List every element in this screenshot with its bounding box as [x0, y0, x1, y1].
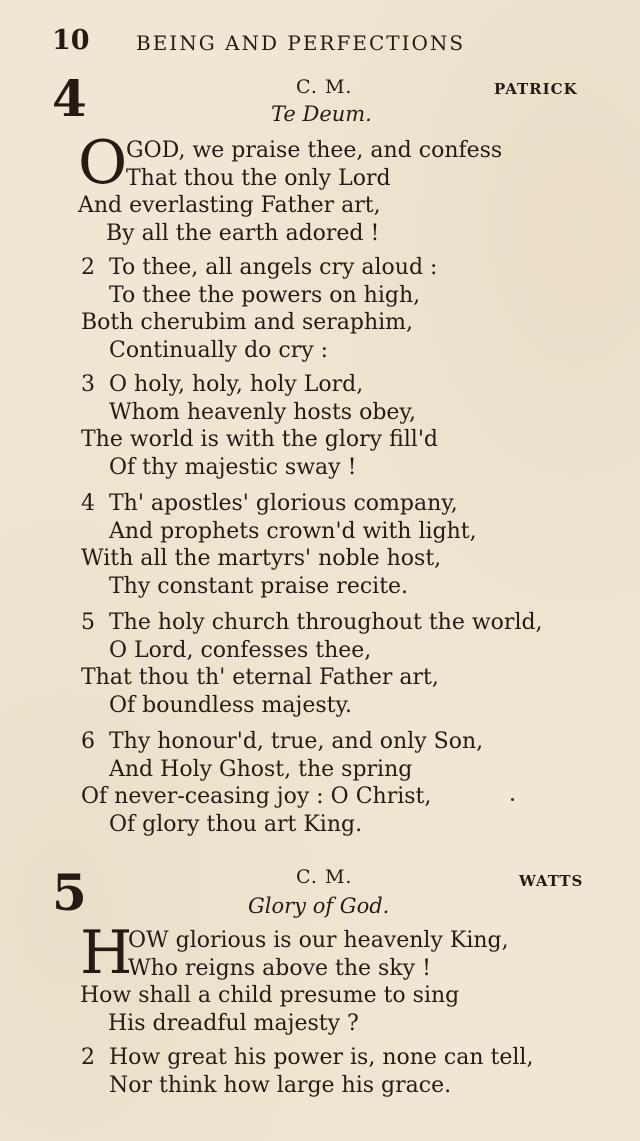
stanza-line: Who reigns above the sky ! [128, 955, 431, 981]
stanza-line: O Lord, confesses thee, [109, 637, 372, 663]
stanza-line: Both cherubim and seraphim, [81, 310, 414, 335]
ink-speck [511, 798, 514, 801]
stanza-5 [81, 609, 621, 719]
drop-cap: H [80, 918, 133, 988]
stanza-line: By all the earth adored ! [106, 220, 380, 246]
stanza-line: Th' apostles' glorious company, [109, 491, 458, 516]
stanza-1 [80, 918, 620, 1037]
stanza-6 [81, 728, 621, 838]
stanza-line: The holy church throughout the world, [109, 610, 543, 635]
stanza-line: That thou the only Lord [126, 165, 391, 191]
stanza-line: Of thy majestic sway ! [109, 454, 357, 480]
stanza-line: Of never-ceasing joy : O Christ, [81, 784, 432, 809]
stanza-line: Whom heavenly hosts obey, [109, 399, 416, 425]
stanza-line: O holy, holy, holy Lord, [109, 372, 364, 397]
stanza-line: And prophets crown'd with light, [109, 518, 477, 544]
hymn-meter: C. M. [296, 866, 353, 888]
drop-cap: O [78, 128, 128, 198]
stanza-2 [81, 1044, 621, 1099]
stanza-line: Thy honour'd, true, and only Son, [109, 729, 484, 754]
stanza-number: 3 [81, 372, 95, 397]
hymn-number: 4 [52, 69, 87, 128]
stanza-line: And Holy Ghost, the spring [109, 756, 413, 782]
stanza-number: 2 [81, 255, 95, 280]
hymn-tune: WATTS [519, 872, 584, 890]
stanza-line: Of glory thou art King. [109, 811, 363, 837]
stanza-line: How great his power is, none can tell, [109, 1045, 534, 1070]
hymn-meter: C. M. [296, 76, 353, 98]
running-title: BEING AND PERFECTIONS [136, 31, 466, 55]
stanza-line: How shall a child presume to sing [80, 983, 460, 1008]
stanza-line: To thee, all angels cry aloud : [109, 255, 438, 280]
stanza-line: GOD, we praise thee, and confess [126, 138, 503, 163]
stanza-number: 5 [81, 610, 95, 635]
stanza-number: 4 [81, 491, 95, 516]
stanza-line: Of boundless majesty. [109, 692, 352, 718]
stanza-3 [81, 371, 621, 481]
stanza-line: With all the martyrs' noble host, [81, 546, 442, 571]
stanza-line: That thou th' eternal Father art, [81, 665, 439, 690]
stanza-4 [81, 490, 621, 600]
stanza-line: His dreadful majesty ? [108, 1010, 359, 1036]
stanza-line: And everlasting Father art, [78, 193, 381, 218]
hymn-number: 5 [52, 863, 87, 922]
stanza-1 [78, 128, 618, 247]
stanza-line: OW glorious is our heavenly King, [128, 928, 509, 953]
stanza-line: Nor think how large his grace. [109, 1072, 452, 1098]
hymn-subtitle: Glory of God. [248, 894, 390, 918]
stanza-2 [81, 254, 621, 364]
stanza-number: 6 [81, 729, 95, 754]
stanza-line: To thee the powers on high, [109, 282, 421, 308]
stanza-line: Continually do cry : [109, 337, 329, 363]
stanza-number: 2 [81, 1045, 95, 1070]
stanza-line: Thy constant praise recite. [109, 573, 409, 599]
stanza-line: The world is with the glory fill'd [81, 427, 438, 452]
running-head [52, 24, 466, 58]
hymn-tune: PATRICK [494, 80, 578, 98]
page-number: 10 [52, 25, 90, 56]
hymn-subtitle: Te Deum. [271, 102, 372, 126]
